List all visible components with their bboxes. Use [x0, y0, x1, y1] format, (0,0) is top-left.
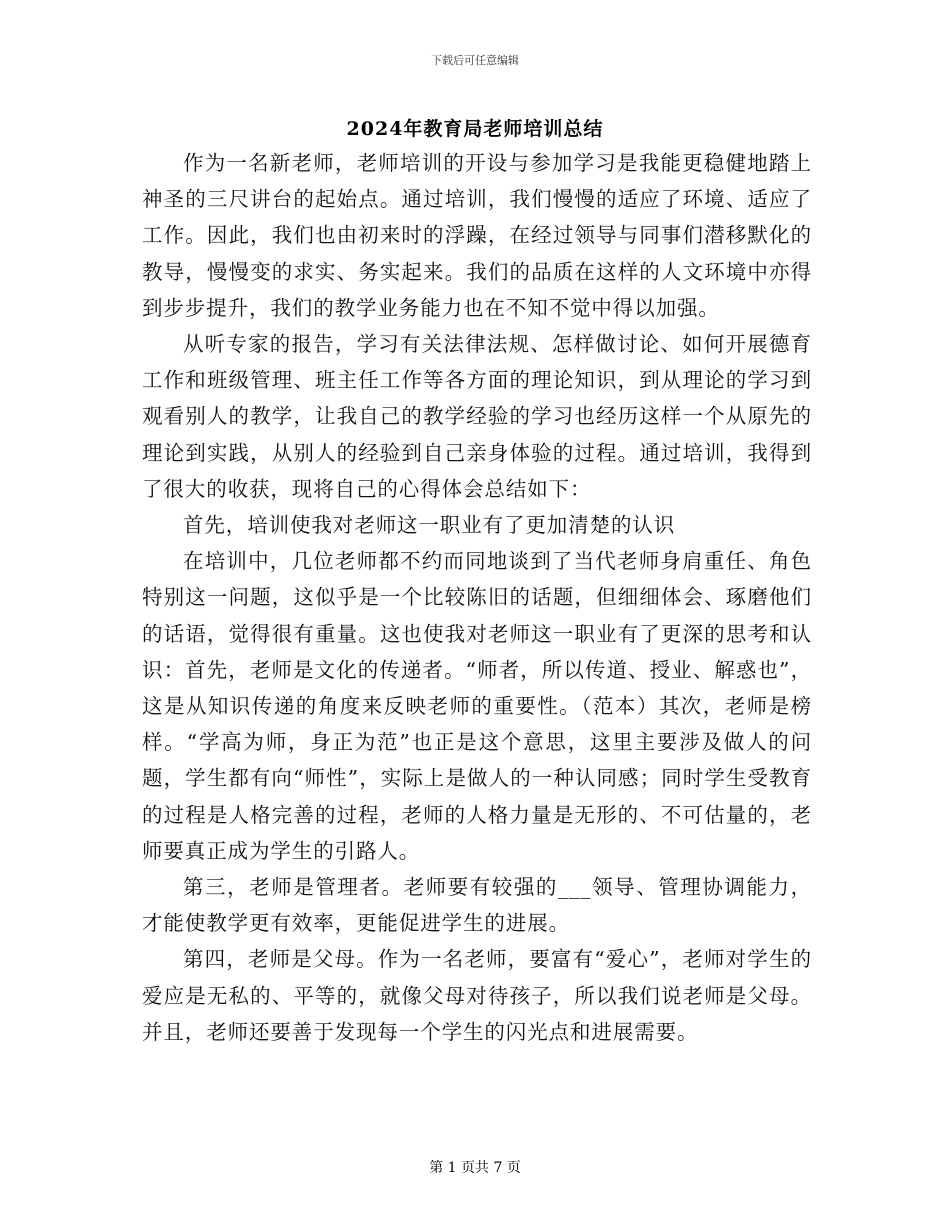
- document-title: 2024年教育局老师培训总结: [346, 118, 604, 140]
- document-body: [142, 145, 812, 1050]
- page-number-footer: 第 1 页共 7 页: [429, 1160, 521, 1176]
- paragraph-3: 首先，培训使我对老师这一职业有了更加清楚的认识: [183, 513, 676, 538]
- paragraph-2: 从听专家的报告，学习有关法律法规、怎样做讨论、如何开展德育工作和班级管理、班主任工作等各方面的理论知识，到从理论的学习到观看别人的教学，让我自己的教学经验的学习也经历这样一个从原先的理论到实践，从别人的经验到自己亲身体验的过程。通过培训，我得到了很大的收获，现将自己的心得体会总结如下：: [142, 332, 812, 501]
- header-note: 下载后可任意编辑: [431, 54, 519, 67]
- paragraph-4: 在培训中，几位老师都不约而同地谈到了当代老师身肩重任、角色特别这一问题，这似乎是一个比较陈旧的话题，但细细体会、琢磨他们的话语，觉得很有重量。这也使我对老师这一职业有了更深的思考和认识：首先，老师是文化的传递者。“师者，所以传道、授业、解惑也”，这是从知识传递的角度来反映老师的重要性。（范本）其次，老师是榜样。“学高为师，身正为范”也正是这个意思，这里主要涉及做人的问题，学生都有向“师性”，实际上是做人的一种认同感；同时学生受教育的过程是人格完善的过程，老师的人格力量是无形的、不可估量的，老师要真正成为学生的引路人。: [142, 549, 812, 863]
- paragraph-1: 作为一名新老师，老师培训的开设与参加学习是我能更稳健地踏上神圣的三尺讲台的起始点。通过培训，我们慢慢的适应了环境、适应了工作。因此，我们也由初来时的浮躁，在经过领导与同事们潜移默化的教导，慢慢变的求实、务实起来。我们的品质在这样的人文环境中亦得到步步提升，我们的教学业务能力也在不知不觉中得以加强。: [142, 151, 812, 320]
- paragraph-6: 第四，老师是父母。作为一名老师，要富有“爱心”，老师对学生的爱应是无私的、平等的，就像父母对待孩子，所以我们说老师是父母。并且，老师还要善于发现每一个学生的闪光点和进展需要。: [142, 947, 812, 1044]
- paragraph-5: 第三，老师是管理者。老师要有较强的___领导、管理协调能力，才能使教学更有效率，更能促进学生的进展。: [142, 875, 812, 936]
